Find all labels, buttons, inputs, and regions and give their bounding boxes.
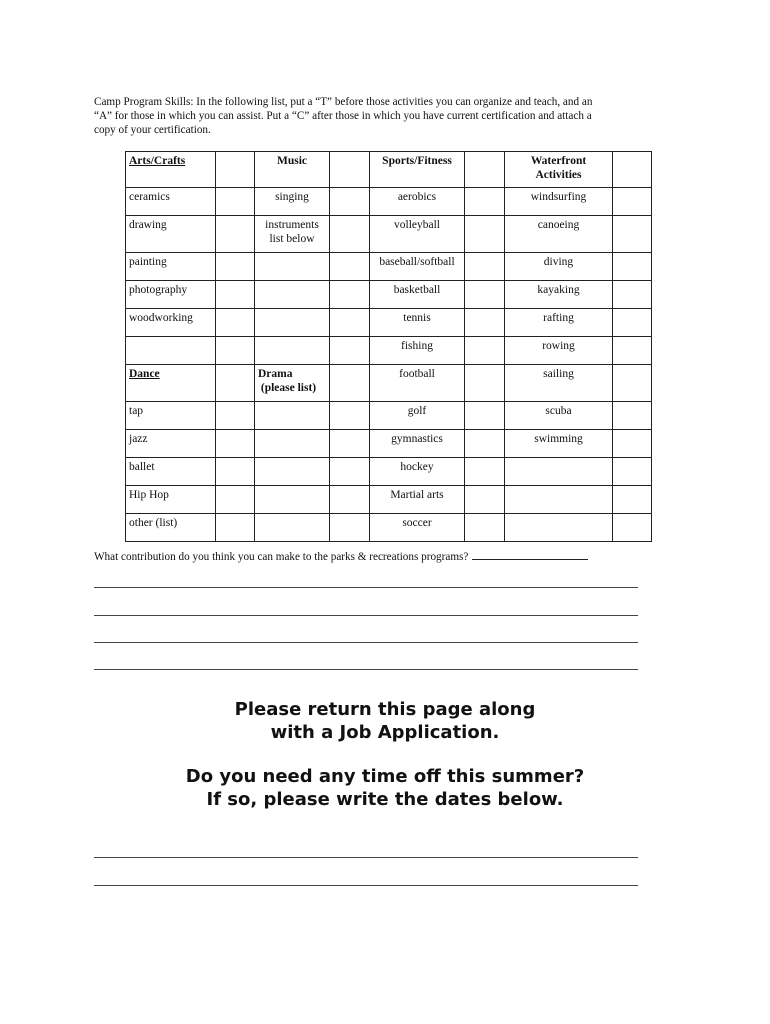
skill-instruments: [255, 216, 330, 253]
skill-baseball-softball: baseball/softball: [370, 253, 465, 281]
mark-cell[interactable]: [330, 216, 370, 253]
mark-cell[interactable]: [613, 486, 652, 514]
skill-tap: tap: [126, 402, 216, 430]
table-row: [126, 430, 652, 458]
mark-cell[interactable]: [465, 309, 505, 337]
time-off-notice-line1: Do you need any time off this summer?: [185, 766, 585, 787]
mark-cell[interactable]: [330, 188, 370, 216]
mark-cell[interactable]: [330, 253, 370, 281]
mark-cell[interactable]: [465, 458, 505, 486]
mark-cell[interactable]: [465, 337, 505, 365]
mark-cell[interactable]: [465, 281, 505, 309]
mark-cell[interactable]: [613, 188, 652, 216]
mark-cell[interactable]: [330, 430, 370, 458]
intro-text: [94, 96, 666, 137]
mark-cell[interactable]: [216, 309, 255, 337]
skill-golf: golf: [370, 402, 465, 430]
empty-cell[interactable]: [255, 309, 330, 337]
header-waterfront-line2: Activities: [535, 168, 582, 181]
skill-singing: singing: [255, 188, 330, 216]
empty-cell[interactable]: [255, 486, 330, 514]
return-notice: [94, 698, 676, 744]
mark-cell[interactable]: [330, 486, 370, 514]
skill-photography: photography: [126, 281, 216, 309]
table-row: [126, 188, 652, 216]
header-drama: [255, 365, 330, 402]
mark-cell[interactable]: [465, 152, 505, 188]
contribution-answer-inline[interactable]: [472, 549, 588, 560]
skill-scuba: scuba: [505, 402, 613, 430]
skill-volleyball: volleyball: [370, 216, 465, 253]
mark-cell[interactable]: [330, 458, 370, 486]
empty-cell[interactable]: [126, 337, 216, 365]
skill-jazz: jazz: [126, 430, 216, 458]
skill-swimming: swimming: [505, 430, 613, 458]
empty-cell[interactable]: [255, 337, 330, 365]
mark-cell[interactable]: [216, 365, 255, 402]
skill-kayaking: kayaking: [505, 281, 613, 309]
mark-cell[interactable]: [216, 514, 255, 542]
skill-diving: diving: [505, 253, 613, 281]
skill-other-list: other (list): [126, 514, 216, 542]
mark-cell[interactable]: [216, 402, 255, 430]
skill-instruments-line1: instruments: [265, 219, 319, 231]
skill-soccer: soccer: [370, 514, 465, 542]
table-row: [126, 486, 652, 514]
skill-gymnastics: gymnastics: [370, 430, 465, 458]
mark-cell[interactable]: [465, 402, 505, 430]
mark-cell[interactable]: [330, 309, 370, 337]
table-row: [126, 365, 652, 402]
header-sports-fitness: Sports/Fitness: [370, 152, 465, 188]
skill-tennis: tennis: [370, 309, 465, 337]
header-music: Music: [255, 152, 330, 188]
empty-cell[interactable]: [505, 486, 613, 514]
skill-woodworking: woodworking: [126, 309, 216, 337]
mark-cell[interactable]: [330, 152, 370, 188]
mark-cell[interactable]: [216, 216, 255, 253]
mark-cell[interactable]: [216, 281, 255, 309]
intro-line-2: “A” for those in which you can assist. Put a “C” after those in which you have current certification and attach a: [94, 109, 592, 122]
skill-hockey: hockey: [370, 458, 465, 486]
return-notice-line1: Please return this page along: [234, 699, 536, 720]
answer-line[interactable]: [94, 669, 638, 670]
empty-cell[interactable]: [255, 281, 330, 309]
skill-football: football: [370, 365, 465, 402]
empty-cell[interactable]: [255, 458, 330, 486]
time-off-notice-line2: If so, please write the dates below.: [206, 789, 564, 810]
answer-line[interactable]: [94, 642, 638, 643]
skill-windsurfing: windsurfing: [505, 188, 613, 216]
mark-cell[interactable]: [613, 281, 652, 309]
header-arts-crafts: Arts/Crafts: [126, 152, 216, 188]
table-row: [126, 402, 652, 430]
table-row: [126, 309, 652, 337]
mark-cell[interactable]: [216, 458, 255, 486]
mark-cell[interactable]: [465, 514, 505, 542]
empty-cell[interactable]: [255, 514, 330, 542]
mark-cell[interactable]: [330, 514, 370, 542]
table-row: [126, 458, 652, 486]
skill-drawing: drawing: [126, 216, 216, 253]
empty-cell[interactable]: [505, 514, 613, 542]
intro-line-1: Camp Program Skills: In the following list, put a “T” before those activities you can organize and teach, and an: [94, 96, 593, 108]
mark-cell[interactable]: [613, 514, 652, 542]
dates-line[interactable]: [94, 885, 638, 886]
skill-ballet: ballet: [126, 458, 216, 486]
skill-aerobics: aerobics: [370, 188, 465, 216]
header-drama-line1: Drama: [258, 368, 293, 380]
mark-cell[interactable]: [465, 216, 505, 253]
skill-hip-hop: Hip Hop: [126, 486, 216, 514]
mark-cell[interactable]: [613, 337, 652, 365]
table-row: [126, 281, 652, 309]
mark-cell[interactable]: [330, 281, 370, 309]
intro-line-3: copy of your certification.: [94, 123, 211, 136]
table-row: [126, 337, 652, 365]
skill-sailing: sailing: [505, 365, 613, 402]
mark-cell[interactable]: [216, 430, 255, 458]
contribution-question: [94, 549, 588, 563]
mark-cell[interactable]: [465, 253, 505, 281]
mark-cell[interactable]: [330, 365, 370, 402]
mark-cell[interactable]: [216, 253, 255, 281]
mark-cell[interactable]: [613, 253, 652, 281]
mark-cell[interactable]: [216, 486, 255, 514]
skill-canoeing: canoeing: [505, 216, 613, 253]
mark-cell[interactable]: [216, 152, 255, 188]
skill-rafting: rafting: [505, 309, 613, 337]
empty-cell[interactable]: [255, 430, 330, 458]
skills-table: [125, 151, 652, 542]
mark-cell[interactable]: [613, 365, 652, 402]
mark-cell[interactable]: [613, 458, 652, 486]
header-dance: Dance: [126, 365, 216, 402]
skill-rowing: rowing: [505, 337, 613, 365]
mark-cell[interactable]: [465, 188, 505, 216]
mark-cell[interactable]: [613, 216, 652, 253]
dates-line[interactable]: [94, 857, 638, 858]
mark-cell[interactable]: [613, 430, 652, 458]
empty-cell[interactable]: [255, 253, 330, 281]
table-row: [126, 253, 652, 281]
mark-cell[interactable]: [330, 402, 370, 430]
time-off-notice: [94, 765, 676, 811]
skill-ceramics: ceramics: [126, 188, 216, 216]
header-waterfront: [505, 152, 613, 188]
skill-martial-arts: Martial arts: [370, 486, 465, 514]
mark-cell[interactable]: [613, 402, 652, 430]
mark-cell[interactable]: [613, 309, 652, 337]
mark-cell[interactable]: [216, 188, 255, 216]
contribution-question-text: What contribution do you think you can make to the parks & recreations programs?: [94, 551, 469, 563]
return-notice-line2: with a Job Application.: [270, 722, 500, 743]
table-row: [126, 152, 652, 188]
empty-cell[interactable]: [505, 458, 613, 486]
table-row: [126, 216, 652, 253]
skill-painting: painting: [126, 253, 216, 281]
header-drama-line2: (please list): [260, 381, 317, 394]
table-row: [126, 514, 652, 542]
mark-cell[interactable]: [330, 337, 370, 365]
skill-basketball: basketball: [370, 281, 465, 309]
empty-cell[interactable]: [255, 402, 330, 430]
skill-instruments-line2: list below: [269, 232, 315, 245]
mark-cell[interactable]: [216, 337, 255, 365]
header-waterfront-line1: Waterfront: [530, 155, 587, 167]
mark-cell[interactable]: [465, 486, 505, 514]
skill-fishing: fishing: [370, 337, 465, 365]
mark-cell[interactable]: [465, 365, 505, 402]
mark-cell[interactable]: [613, 152, 652, 188]
answer-line[interactable]: [94, 587, 638, 588]
answer-line[interactable]: [94, 615, 638, 616]
mark-cell[interactable]: [465, 430, 505, 458]
